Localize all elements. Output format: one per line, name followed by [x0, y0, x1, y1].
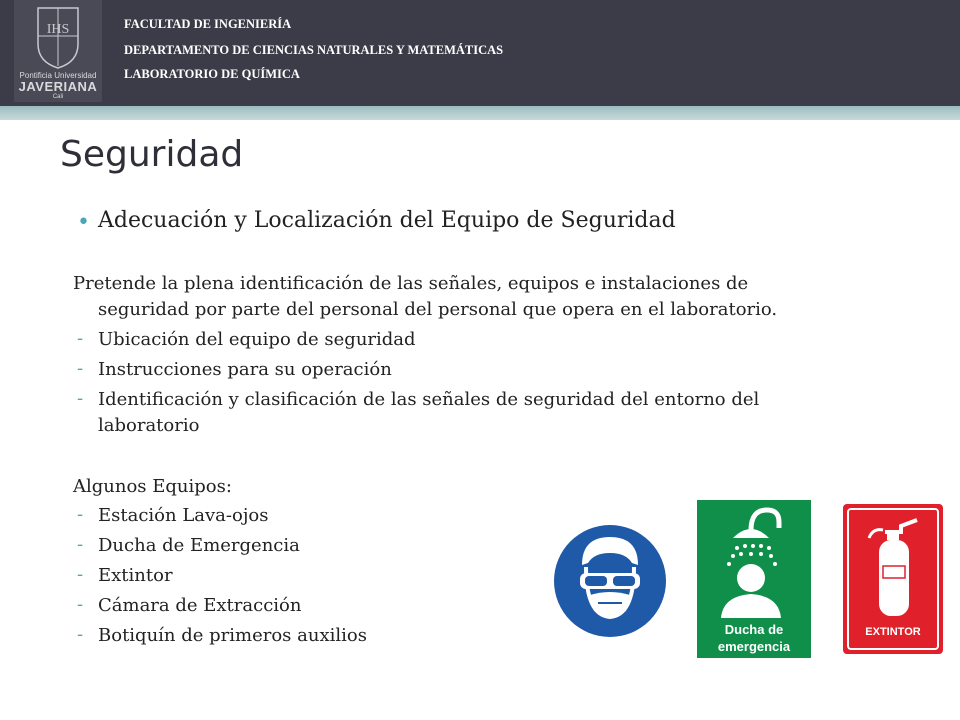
dash-marker: -	[77, 564, 84, 585]
header-divider	[0, 106, 960, 120]
department-name: DEPARTAMENTO DE CIENCIAS NATURALES Y MATEMÁTICAS	[124, 43, 504, 57]
logo-line-3: Cali	[52, 94, 64, 100]
list-item: Instrucciones para su operación	[98, 359, 392, 380]
bullet-marker: •	[77, 210, 90, 235]
university-logo	[14, 0, 102, 102]
list-item: Ubicación del equipo de seguridad	[98, 329, 416, 350]
dash-marker: -	[77, 504, 84, 525]
shower-label-line-1: Ducha de	[724, 622, 784, 637]
header-bar	[0, 0, 960, 110]
equipment-item: Estación Lava-ojos	[98, 505, 269, 526]
dash-marker: -	[77, 534, 84, 555]
shower-icon	[693, 496, 815, 662]
intro-line-2: seguridad por parte del personal del personal que opera en el laboratorio.	[98, 299, 778, 320]
equipment-item: Ducha de Emergencia	[98, 535, 300, 556]
list-item-continuation: laboratorio	[98, 415, 200, 436]
laboratory-name: LABORATORIO DE QUÍMICA	[124, 67, 300, 81]
equipment-heading: Algunos Equipos:	[73, 476, 232, 497]
shower-label-line-2: emergencia	[717, 639, 791, 654]
faculty-name: FACULTAD DE INGENIERÍA	[124, 17, 292, 31]
equipment-item: Cámara de Extracción	[98, 595, 302, 616]
safety-goggles-icon	[552, 523, 668, 639]
bullet-heading: Adecuación y Localización del Equipo de Seguridad	[98, 208, 676, 233]
slide-title: Seguridad	[60, 134, 244, 175]
logo-line-2: JAVERIANA	[18, 79, 98, 94]
dash-marker: -	[77, 624, 84, 645]
list-item: Identificación y clasificación de las señales de seguridad del entorno del	[98, 389, 760, 410]
equipment-item: Extintor	[98, 565, 173, 586]
logo-line-1: Pontificia Universidad	[19, 71, 97, 80]
equipment-item: Botiquín de primeros auxilios	[98, 625, 367, 646]
emergency-shower-sign	[693, 496, 815, 662]
fire-extinguisher-sign	[843, 504, 943, 654]
eye-protection-sign	[552, 523, 668, 643]
svg-text:IHS: IHS	[46, 22, 70, 37]
crest-icon	[14, 0, 102, 70]
extinguisher-label: EXTINTOR	[865, 626, 921, 638]
dash-marker: -	[77, 328, 84, 349]
extinguisher-icon	[843, 504, 943, 654]
dash-marker: -	[77, 388, 84, 409]
dash-marker: -	[77, 594, 84, 615]
intro-line-1: Pretende la plena identificación de las señales, equipos e instalaciones de	[73, 273, 749, 294]
dash-marker: -	[77, 358, 84, 379]
